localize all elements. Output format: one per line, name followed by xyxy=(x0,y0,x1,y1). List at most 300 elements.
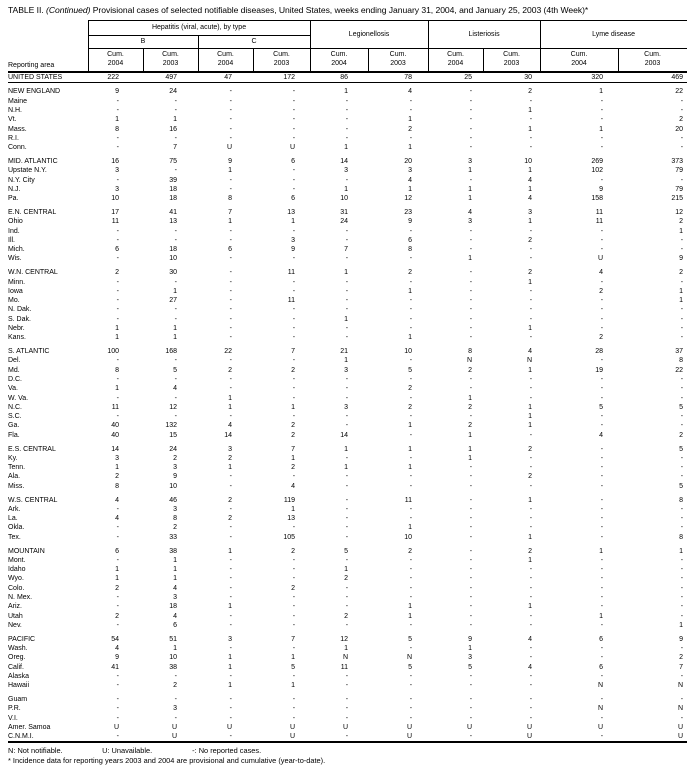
value-cell: - xyxy=(116,278,119,286)
value-cell: - xyxy=(600,134,604,142)
value-cell: 2 xyxy=(115,269,119,277)
value-cell: 1 xyxy=(528,413,533,421)
value-cell: - xyxy=(345,603,349,611)
value-cell: N xyxy=(677,682,684,690)
value-cell: - xyxy=(229,227,232,235)
value-cell: 2 xyxy=(679,218,684,226)
value-cell: - xyxy=(345,672,349,680)
value-cell: - xyxy=(198,732,253,742)
value-cell: N xyxy=(677,705,684,713)
value-cell: - xyxy=(469,714,473,722)
table-row xyxy=(8,445,687,454)
value-cell: 2 xyxy=(599,287,604,295)
value-cell: 158 xyxy=(591,195,604,203)
value-cell: 54 xyxy=(111,635,119,643)
value-cell: - xyxy=(529,714,533,722)
value-cell: - xyxy=(529,385,533,393)
table-row xyxy=(8,482,687,491)
value-cell: - xyxy=(116,144,119,152)
value-cell: - xyxy=(600,315,604,323)
value-cell: - xyxy=(116,533,119,541)
value-cell: 119 xyxy=(283,496,296,504)
table-body xyxy=(8,72,687,743)
value-cell: - xyxy=(292,603,296,611)
value-cell: 3 xyxy=(408,167,413,175)
value-cell: - xyxy=(529,654,533,662)
value-cell: - xyxy=(345,176,349,184)
value-cell: - xyxy=(292,315,296,323)
table-row xyxy=(8,208,687,217)
value-cell: - xyxy=(409,575,413,583)
value-cell: - xyxy=(229,278,232,286)
value-cell: 18 xyxy=(169,195,177,203)
value-cell: - xyxy=(229,116,232,124)
value-cell: 30 xyxy=(169,269,177,277)
value-cell: - xyxy=(409,454,413,462)
value-cell: - xyxy=(529,116,533,124)
value-cell: - xyxy=(292,612,296,620)
table-title-text: Provisional cases of selected notifiable diseases, United States, weeks ending January 31, 2004, and January 25, 2003 (4th Week)* xyxy=(90,5,589,15)
value-cell: - xyxy=(292,575,296,583)
table-row xyxy=(8,547,687,556)
value-cell: - xyxy=(600,714,604,722)
table-row xyxy=(8,663,687,672)
value-cell: N xyxy=(597,705,604,713)
table-row xyxy=(8,125,687,134)
value-cell: - xyxy=(529,306,533,314)
value-cell: 5 xyxy=(468,663,473,671)
value-cell: - xyxy=(529,584,533,592)
value-cell: U xyxy=(289,723,296,731)
value-cell: - xyxy=(529,645,533,653)
value-cell: - xyxy=(469,134,473,142)
value-cell: - xyxy=(88,732,143,742)
value-cell: U xyxy=(466,723,473,731)
value-cell: 8 xyxy=(228,195,232,203)
value-cell: - xyxy=(469,603,473,611)
reporting-area-cell: Md. xyxy=(8,366,20,374)
value-cell: - xyxy=(292,556,296,564)
value-cell: - xyxy=(229,524,232,532)
reporting-area-cell: E.S. CENTRAL xyxy=(8,445,56,453)
value-cell: - xyxy=(116,696,119,703)
reporting-area-cell: Iowa xyxy=(8,287,23,295)
value-cell: - xyxy=(229,621,232,629)
reporting-area-cell: N.Y. City xyxy=(8,176,35,184)
value-cell: 79 xyxy=(675,185,684,193)
table-row xyxy=(8,115,687,124)
value-cell: - xyxy=(229,473,232,481)
reporting-area-cell: Ga. xyxy=(8,422,20,430)
value-cell: - xyxy=(174,227,177,235)
value-cell: 13 xyxy=(287,208,296,216)
value-cell: - xyxy=(469,413,473,421)
value-cell: 1 xyxy=(408,116,413,124)
table-row xyxy=(8,194,687,203)
value-cell: 22 xyxy=(675,366,684,374)
reporting-area-cell: Idaho xyxy=(8,566,26,574)
value-cell: 168 xyxy=(165,348,177,356)
table-row xyxy=(8,514,687,523)
value-cell: 8 xyxy=(408,246,413,254)
value-cell: - xyxy=(409,672,413,680)
value-cell: 2 xyxy=(291,547,296,555)
reporting-area-cell: UNITED STATES xyxy=(8,72,88,83)
value-cell: - xyxy=(409,278,413,286)
value-cell: - xyxy=(229,376,232,383)
reporting-area-cell: W.S. CENTRAL xyxy=(8,496,58,504)
value-cell: - xyxy=(600,496,604,504)
value-cell: 8 xyxy=(115,482,119,490)
value-cell: - xyxy=(292,376,296,383)
value-cell: - xyxy=(229,385,232,393)
value-cell: - xyxy=(116,556,119,564)
value-cell: - xyxy=(680,394,684,402)
header-cum-row xyxy=(8,48,687,72)
value-cell: U xyxy=(406,723,413,731)
value-cell: 25 xyxy=(428,72,483,83)
value-cell: - xyxy=(680,278,684,286)
value-cell: - xyxy=(229,125,232,133)
value-cell: - xyxy=(116,705,119,713)
value-cell: - xyxy=(529,682,533,690)
value-cell: - xyxy=(174,357,177,365)
value-cell: 1 xyxy=(228,547,232,555)
value-cell: 2 xyxy=(115,612,119,620)
table-row xyxy=(8,227,687,236)
value-cell: - xyxy=(292,255,296,263)
value-cell: - xyxy=(174,315,177,323)
value-cell: - xyxy=(345,515,349,523)
value-cell: - xyxy=(292,594,296,602)
value-cell: 16 xyxy=(111,157,119,165)
value-cell: 7 xyxy=(291,635,296,643)
value-cell: - xyxy=(229,236,232,244)
value-cell: 7 xyxy=(291,445,296,453)
value-cell: 6 xyxy=(291,157,296,165)
value-cell: 18 xyxy=(169,603,177,611)
reporting-area-cell: Wash. xyxy=(8,645,28,653)
value-cell: - xyxy=(600,325,604,333)
value-cell: - xyxy=(469,612,473,620)
value-cell: 1 xyxy=(528,125,533,133)
value-cell: 222 xyxy=(88,72,143,83)
value-cell: - xyxy=(680,505,684,513)
value-cell: - xyxy=(229,297,232,305)
value-cell: 3 xyxy=(344,403,349,411)
value-cell: 22 xyxy=(675,88,684,96)
value-cell: 1 xyxy=(408,524,413,532)
value-cell: 1 xyxy=(115,566,119,574)
value-cell: - xyxy=(409,584,413,592)
value-cell: - xyxy=(409,594,413,602)
value-cell: - xyxy=(469,705,473,713)
table-row xyxy=(8,356,687,365)
value-cell: - xyxy=(529,97,533,105)
value-cell: 3 xyxy=(115,167,119,175)
table-row xyxy=(8,315,687,324)
value-cell: - xyxy=(680,566,684,574)
value-cell: - xyxy=(409,134,413,142)
value-cell: - xyxy=(469,696,473,703)
value-cell: - xyxy=(292,106,296,114)
value-cell: 14 xyxy=(224,431,232,439)
value-cell: 2 xyxy=(173,454,177,462)
footnote-legend xyxy=(8,746,687,756)
legend-unavailable: U: Unavailable. xyxy=(102,746,153,756)
value-cell: - xyxy=(345,334,349,342)
table-row xyxy=(8,394,687,403)
value-cell: - xyxy=(345,705,349,713)
table-row xyxy=(8,421,687,430)
value-cell: - xyxy=(409,556,413,564)
value-cell: - xyxy=(680,385,684,393)
value-cell: 12 xyxy=(340,635,349,643)
value-cell: - xyxy=(469,385,473,393)
value-cell: 3 xyxy=(173,705,177,713)
value-cell: - xyxy=(600,236,604,244)
value-cell: 1 xyxy=(408,612,413,620)
value-cell: - xyxy=(229,97,232,105)
reporting-area-cell: Pa. xyxy=(8,195,19,203)
value-cell: 2 xyxy=(528,88,533,96)
value-cell: - xyxy=(345,594,349,602)
value-cell: 15 xyxy=(169,431,177,439)
value-cell: - xyxy=(292,645,296,653)
value-cell: - xyxy=(600,482,604,490)
value-cell: 1 xyxy=(528,185,533,193)
value-cell: 3 xyxy=(468,654,473,662)
value-cell: 5 xyxy=(344,547,349,555)
value-cell: - xyxy=(529,524,533,532)
value-cell: - xyxy=(409,696,413,703)
value-cell: - xyxy=(229,176,232,184)
value-cell: 10 xyxy=(111,195,119,203)
value-cell: 1 xyxy=(468,167,473,175)
value-cell: - xyxy=(229,696,232,703)
value-cell: 31 xyxy=(340,208,349,216)
value-cell: 1 xyxy=(599,612,604,620)
value-cell: 4 xyxy=(528,348,533,356)
value-cell: - xyxy=(600,413,604,421)
value-cell: 14 xyxy=(340,431,349,439)
value-cell: 1 xyxy=(228,682,232,690)
value-cell: - xyxy=(600,422,604,430)
value-cell: - xyxy=(529,246,533,254)
value-cell: 9 xyxy=(679,255,684,263)
value-cell: U xyxy=(597,723,604,731)
value-cell: - xyxy=(409,97,413,105)
column-header-cum-2003: Cum. 2003 xyxy=(368,48,428,72)
value-cell: 10 xyxy=(169,654,177,662)
value-cell: - xyxy=(409,306,413,314)
value-cell: - xyxy=(600,696,604,703)
value-cell: 1 xyxy=(408,464,413,472)
value-cell: 3 xyxy=(228,635,232,643)
header-group-row xyxy=(8,20,687,35)
value-cell: - xyxy=(292,357,296,365)
value-cell: 1 xyxy=(228,603,232,611)
reporting-area-cell: Nebr. xyxy=(8,325,25,333)
value-cell: 1 xyxy=(468,454,473,462)
value-cell: 5 xyxy=(291,663,296,671)
value-cell: - xyxy=(529,227,533,235)
value-cell: - xyxy=(292,278,296,286)
value-cell: 2 xyxy=(528,445,533,453)
value-cell: 1 xyxy=(528,533,533,541)
value-cell: - xyxy=(600,106,604,114)
value-cell: - xyxy=(409,315,413,323)
reporting-area-cell: R.I. xyxy=(8,134,19,142)
table-row xyxy=(8,157,687,166)
value-cell: - xyxy=(409,621,413,629)
value-cell: 2 xyxy=(344,575,349,583)
value-cell: U xyxy=(483,732,540,742)
value-cell: 3 xyxy=(468,157,473,165)
value-cell: 1 xyxy=(528,325,533,333)
value-cell: 1 xyxy=(344,645,349,653)
value-cell: - xyxy=(229,566,232,574)
value-cell: 1 xyxy=(115,116,119,124)
table-row xyxy=(8,635,687,644)
value-cell: 1 xyxy=(679,547,684,555)
value-cell: - xyxy=(600,575,604,583)
value-cell: - xyxy=(116,306,119,314)
table-row xyxy=(8,463,687,472)
value-cell: - xyxy=(174,236,177,244)
reporting-area-cell: N.H. xyxy=(8,106,22,114)
table-row xyxy=(8,621,687,630)
value-cell: 2 xyxy=(173,524,177,532)
value-cell: 41 xyxy=(111,663,119,671)
value-cell: - xyxy=(600,645,604,653)
value-cell: - xyxy=(469,325,473,333)
value-cell: 3 xyxy=(173,464,177,472)
value-cell: - xyxy=(680,454,684,462)
value-cell: - xyxy=(116,315,119,323)
value-cell: - xyxy=(529,621,533,629)
value-cell: 39 xyxy=(169,176,177,184)
value-cell: - xyxy=(469,524,473,532)
value-cell: - xyxy=(174,278,177,286)
value-cell: - xyxy=(292,227,296,235)
value-cell: - xyxy=(529,594,533,602)
table-row xyxy=(8,106,687,115)
value-cell: - xyxy=(600,672,604,680)
table-row xyxy=(8,695,687,704)
value-cell: - xyxy=(680,134,684,142)
value-cell: 2 xyxy=(115,584,119,592)
value-cell: 1 xyxy=(468,645,473,653)
column-subgroup-hepatitis-c: C xyxy=(198,35,310,48)
value-cell: - xyxy=(529,575,533,583)
value-cell: 1 xyxy=(528,167,533,175)
value-cell: 1 xyxy=(344,445,349,453)
table-row xyxy=(8,185,687,194)
value-cell: 2 xyxy=(173,682,177,690)
reporting-area-cell: Guam xyxy=(8,696,28,703)
value-cell: 9 xyxy=(408,218,413,226)
column-header-cum-2004: Cum. 2004 xyxy=(198,48,253,72)
value-cell: 1 xyxy=(528,218,533,226)
value-cell: 18 xyxy=(169,185,177,193)
value-cell: 1 xyxy=(344,88,349,96)
value-cell: - xyxy=(469,97,473,105)
value-cell: - xyxy=(345,255,349,263)
value-cell: U xyxy=(526,723,533,731)
value-cell: 1 xyxy=(468,195,473,203)
reporting-area-cell: Mass. xyxy=(8,125,27,133)
value-cell: - xyxy=(680,97,684,105)
value-cell: 2 xyxy=(408,269,413,277)
value-cell: - xyxy=(529,696,533,703)
value-cell: 24 xyxy=(340,218,349,226)
value-cell: - xyxy=(229,88,232,96)
value-cell: - xyxy=(345,621,349,629)
value-cell: 75 xyxy=(169,157,177,165)
value-cell: 2 xyxy=(528,473,533,481)
table-row xyxy=(8,704,687,713)
value-cell: 5 xyxy=(679,445,684,453)
value-cell: - xyxy=(469,236,473,244)
value-cell: - xyxy=(529,482,533,490)
column-header-cum-2004: Cum. 2004 xyxy=(310,48,368,72)
table-row xyxy=(8,347,687,356)
value-cell: 1 xyxy=(408,185,413,193)
value-cell: - xyxy=(292,116,296,124)
value-cell: 1 xyxy=(408,422,413,430)
value-cell: - xyxy=(229,306,232,314)
value-cell: 13 xyxy=(169,218,177,226)
value-cell: - xyxy=(409,325,413,333)
reporting-area-cell: Kans. xyxy=(8,334,26,342)
value-cell: - xyxy=(292,413,296,421)
table-row xyxy=(8,333,687,342)
value-cell: - xyxy=(680,594,684,602)
value-cell: - xyxy=(680,575,684,583)
value-cell: U xyxy=(597,255,604,263)
value-cell: 2 xyxy=(679,116,684,124)
reporting-area-cell: Maine xyxy=(8,97,28,105)
value-cell: - xyxy=(292,287,296,295)
value-cell: - xyxy=(469,682,473,690)
value-cell: - xyxy=(409,714,413,722)
reporting-area-cell: Vt. xyxy=(8,116,17,124)
value-cell: - xyxy=(229,269,232,277)
value-cell: 8 xyxy=(115,366,119,374)
table-row xyxy=(8,176,687,185)
value-cell: - xyxy=(680,376,684,383)
value-cell: 1 xyxy=(173,334,177,342)
reporting-area-cell: PACIFIC xyxy=(8,635,36,643)
value-cell: 1 xyxy=(679,621,684,629)
value-cell: - xyxy=(345,376,349,383)
value-cell: - xyxy=(345,556,349,564)
value-cell: - xyxy=(229,594,232,602)
value-cell: - xyxy=(345,385,349,393)
value-cell: - xyxy=(345,236,349,244)
reporting-area-cell: Mich. xyxy=(8,246,25,254)
value-cell: - xyxy=(292,306,296,314)
value-cell: 6 xyxy=(115,547,119,555)
reporting-area-cell: NEW ENGLAND xyxy=(8,88,61,96)
value-cell: - xyxy=(469,464,473,472)
value-cell: 2 xyxy=(528,269,533,277)
value-cell: - xyxy=(600,473,604,481)
value-cell: - xyxy=(529,464,533,472)
value-cell: - xyxy=(680,603,684,611)
value-cell: 10 xyxy=(404,533,413,541)
